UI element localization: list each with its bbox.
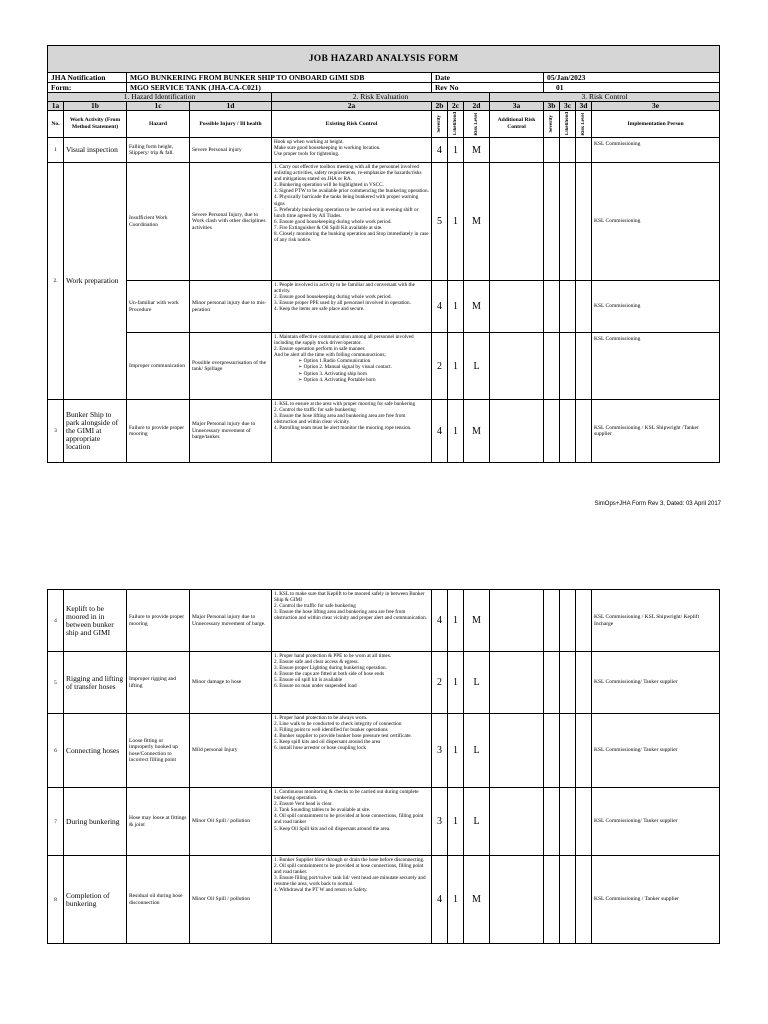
control-line: 2. Bunkering operation will be highlighted in VSCC. — [274, 182, 384, 189]
possible-injury: Major Personal injury due to Unnecessary movement of barge. — [190, 590, 272, 652]
severity-value: 2 — [432, 652, 448, 714]
possible-injury: Minor Oil Spill / pollution — [190, 788, 272, 856]
possible-injury: Minor damage to hose — [190, 652, 272, 714]
implementation-person: KSL Commissioning / Tanker supplier — [592, 856, 720, 944]
table-row — [48, 652, 720, 714]
work-activity: Bunker Ship to park alongside of the GIMI at appropriate location — [64, 400, 127, 463]
severity-2 — [544, 652, 560, 714]
row-number: 7 — [48, 788, 64, 856]
table-row — [48, 400, 720, 463]
col-header-risk-level-2: Risk Level — [576, 111, 592, 138]
hazard: Improper rigging and lifting — [127, 652, 190, 714]
table-row — [48, 333, 720, 400]
row-number: 4 — [48, 590, 64, 652]
hazard: Insufficient Work Coordination — [127, 163, 190, 281]
control-line: Make sure good housekeeping in working location. — [274, 145, 381, 152]
risk-level-value: L — [464, 652, 490, 714]
col-header-likelihood-2: Likelihood — [560, 111, 576, 138]
table-row — [48, 788, 720, 856]
control-line: 8. Closely monitoring the bunking operation and Stop immediately in case of any risk notice. — [274, 231, 429, 244]
risk-level-2 — [576, 281, 592, 333]
code-cell: 2b — [432, 102, 448, 111]
additional-risk-control — [490, 652, 544, 714]
rev-value: 01 — [544, 83, 720, 93]
bullet-arrow-icon: ➢ — [298, 370, 304, 377]
col-header-additional-control: Additional Risk Control — [490, 111, 544, 138]
likelihood-value: 1 — [448, 714, 464, 788]
control-line: 1. Carry out effective toolbox meeting with all the personnel involved enlisting activities, safety requirements, re-emphasize the hazards/risks and mitigations stated on JHA or RA. — [274, 164, 422, 183]
implementation-person: KSL Commissioning / KSL Shipwright/ Keplift Incharge — [592, 590, 720, 652]
work-activity: Completion of bunkering — [64, 856, 127, 944]
hazard: Failure to provide proper mooring — [127, 590, 190, 652]
existing-risk-control — [272, 856, 432, 944]
implementation-person: KSL Commissioning — [592, 281, 720, 333]
existing-risk-control — [272, 163, 432, 281]
control-line: 6. Ensure good housekeeping during whole work period. — [274, 218, 392, 225]
col-header-severity-2: Severity — [544, 111, 560, 138]
col-header-no: No. — [48, 111, 64, 138]
existing-risk-control — [272, 333, 432, 400]
possible-injury: Minor Oil Spill / pollution — [190, 856, 272, 944]
row-number: 3 — [48, 400, 64, 463]
jha-title-line2: MGO SERVICE TANK (JHA-CA-C021) — [127, 83, 432, 93]
col-header-hazard: Hazard — [127, 111, 190, 138]
existing-risk-control — [272, 788, 432, 856]
hazard: Improper communication — [127, 333, 190, 400]
likelihood-value: 1 — [448, 590, 464, 652]
control-line: 2. Oil spill containment to be provided at hose connections, filling point and road tanker. — [274, 863, 424, 876]
likelihood-value: 1 — [448, 400, 464, 463]
control-line: 1. Bunker Supplier blow through or drain the hose before disconnecting. — [274, 857, 425, 863]
control-line: 4. Keep the items are safe place and secure. — [274, 306, 365, 313]
bullet-text: Option 1.Radio Communication — [303, 358, 371, 365]
risk-level-value: M — [464, 590, 490, 652]
existing-risk-control — [272, 652, 432, 714]
possible-injury: Possible overpressurisation of the tank/ Spillage — [190, 333, 272, 400]
control-line: 5. Keep Oil Spill kits and oil dispersant around the area. — [274, 825, 391, 832]
likelihood-value: 1 — [448, 788, 464, 856]
risk-level-value: M — [464, 856, 490, 944]
control-line: 2. Ensure safe and clear access & egress. — [274, 659, 359, 666]
jha-form-page-2 — [47, 589, 719, 944]
risk-level-2 — [576, 652, 592, 714]
severity-value: 3 — [432, 714, 448, 788]
jha-form-page-1 — [47, 45, 719, 463]
row-number: 1 — [48, 138, 64, 163]
control-line: 1. Maintain effective communication among all personnel involved including the supply truck driver/operator. — [274, 334, 414, 347]
bullet-arrow-icon: ➢ — [298, 376, 304, 383]
code-cell: 1c — [127, 102, 190, 111]
form-title: JOB HAZARD ANALYSIS FORM — [48, 46, 720, 73]
code-cell: 3c — [560, 102, 576, 111]
control-line: 2. Ensure Vent head is clear. — [274, 801, 333, 808]
control-line: And be alert all the time with folling communuctions; — [274, 352, 386, 359]
code-cell: 3d — [576, 102, 592, 111]
severity-2 — [544, 590, 560, 652]
likelihood-value: 1 — [448, 281, 464, 333]
severity-value: 3 — [432, 788, 448, 856]
hazard: Falling form height, Slippery/ trip & fall. — [127, 138, 190, 163]
control-line: 1. KSL to make sure that Keplift to be moored safely in between Bunker Ship & GIMI — [274, 591, 425, 604]
additional-risk-control — [490, 714, 544, 788]
control-line: 2. Ensure good housekeeping during whole work period. — [274, 294, 392, 301]
risk-level-2 — [576, 590, 592, 652]
severity-value: 4 — [432, 138, 448, 163]
control-line: 4. Physically barricade the tanks being bunkered with proper warning signs — [274, 194, 419, 207]
hazard: Hose may loose at fittings & joint — [127, 788, 190, 856]
control-line: 4. Bunker supplier to provide bunker hose pressure test certificate. — [274, 733, 412, 740]
code-cell: 1b — [64, 102, 127, 111]
control-line: 1. People involved in activity to be familiar and conversant with the activity. — [274, 282, 415, 295]
control-line: 4. Withdrawal the PT W and return to Safety. — [274, 887, 368, 894]
severity-2 — [544, 333, 560, 400]
hazard: Un-familiar with work Procedure — [127, 281, 190, 333]
likelihood-2 — [560, 281, 576, 333]
possible-injury: Major Personal injury due to Unnecessary movement of barge/tanker. — [190, 400, 272, 463]
control-line: 6. Ensure no man under suspended load — [274, 683, 357, 690]
control-line: 3. Ensure filling port/valve/ tank lid/ vent head are minutate securely and resume the area, work back to normal. — [274, 875, 426, 888]
risk-level-value: L — [464, 333, 490, 400]
control-line: 1. Proper hand protection & PPE to be worn at all times. — [274, 653, 392, 659]
bullet-text: Option 4. Activating Portable horn — [303, 376, 376, 383]
possible-injury: Severe Personal injury — [190, 138, 272, 163]
likelihood-2 — [560, 856, 576, 944]
implementation-person: KSL Commissioning — [592, 163, 720, 281]
implementation-person: KSL Commissioning / KSL Shipwright /Tanker supplier — [592, 400, 720, 463]
row-number: 6 — [48, 714, 64, 788]
control-line: 2. Ensure operation perform in safe manner. — [274, 346, 366, 353]
severity-2 — [544, 281, 560, 333]
hazard: Residual oil during hose disconnection — [127, 856, 190, 944]
severity-value: 4 — [432, 281, 448, 333]
code-cell: 3a — [490, 102, 544, 111]
control-line: 4. Patrolling team must be alert monitor the mooring rope tension. — [274, 425, 412, 432]
implementation-person: KSL Commissioning/ Tanker supplier — [592, 714, 720, 788]
col-header-severity: Severity — [432, 111, 448, 138]
implementation-person: KSL Commissioning/ Tanker supplier — [592, 788, 720, 856]
existing-risk-control — [272, 138, 432, 163]
jha-notification-label: JHA Notification — [48, 73, 127, 83]
work-activity: Work preparation — [64, 163, 127, 400]
severity-value: 4 — [432, 400, 448, 463]
possible-injury: Mild personal Injury — [190, 714, 272, 788]
risk-level-2 — [576, 138, 592, 163]
additional-risk-control — [490, 590, 544, 652]
control-line: 1. KSL to ensure at the area with proper mooring for safe bunkering — [274, 401, 416, 407]
control-line: 3. Signed PTW to be available prior commencing the bunkering operation. — [274, 188, 429, 195]
rev-label: Rev No — [432, 83, 544, 93]
hazard: Failure to provide proper mooring — [127, 400, 190, 463]
row-number: 5 — [48, 652, 64, 714]
control-line: Hook up when working at height. — [274, 139, 344, 145]
section-risk-control: 3. Risk Control — [490, 93, 720, 102]
code-cell: 2a — [272, 102, 432, 111]
code-cell: 2d — [464, 102, 490, 111]
control-line: 2. Control the traffic for safe bunkering — [274, 603, 356, 610]
table-row — [48, 281, 720, 333]
risk-level-value: M — [464, 163, 490, 281]
likelihood-value: 1 — [448, 333, 464, 400]
table-row — [48, 163, 720, 281]
control-line: 7. Fire Extinguisher & Oil Spill Kit available at site. — [274, 224, 383, 231]
control-line: 5. Ensure oil spill kit is available — [274, 677, 343, 684]
likelihood-2 — [560, 788, 576, 856]
severity-value: 4 — [432, 590, 448, 652]
control-line: 5. Preferably bunkering operation to be carried out in evening shift or lunch time agreed by All Trades. — [274, 206, 419, 219]
jha-table-continued — [47, 589, 720, 944]
code-cell: 1a — [48, 102, 64, 111]
control-line: 3. Tank Sounding tables to be available at site. — [274, 807, 371, 814]
control-line: 4. Oil spill containment to be provided at hose connections, filling point and road tanker — [274, 813, 424, 826]
col-header-likelihood: Likelihood — [448, 111, 464, 138]
bullet-arrow-icon: ➢ — [298, 364, 304, 371]
likelihood-2 — [560, 714, 576, 788]
table-row — [48, 138, 720, 163]
work-activity: Rigging and lifting of transfer hoses — [64, 652, 127, 714]
severity-value: 4 — [432, 856, 448, 944]
col-header-existing-control: Existing Risk Control — [272, 111, 432, 138]
likelihood-2 — [560, 590, 576, 652]
additional-risk-control — [490, 856, 544, 944]
existing-risk-control — [272, 281, 432, 333]
implementation-person: KSL Commissioning — [592, 333, 720, 400]
code-cell: 2c — [448, 102, 464, 111]
risk-level-value: M — [464, 281, 490, 333]
severity-2 — [544, 714, 560, 788]
additional-risk-control — [490, 281, 544, 333]
risk-level-value: M — [464, 138, 490, 163]
bullet-arrow-icon: ➢ — [298, 358, 304, 365]
bullet-text: Option 2. Manual signal by visual contact. — [303, 364, 392, 371]
date-value: 05/Jan/2023 — [544, 73, 720, 83]
control-line: 4. Ensure the caps are fitted at both side of hose ends — [274, 671, 385, 678]
implementation-person: KSL Commissioning/ Tanker supplier — [592, 652, 720, 714]
control-line: 5. Keep spill kits and oil dispersant around the area — [274, 739, 381, 746]
code-cell: 3e — [592, 102, 720, 111]
control-line: 3. Filling point to well identified for bunker operations — [274, 727, 388, 734]
likelihood-value: 1 — [448, 163, 464, 281]
risk-level-2 — [576, 163, 592, 281]
severity-2 — [544, 856, 560, 944]
code-cell: 1d — [190, 102, 272, 111]
work-activity: Visual inspection — [64, 138, 127, 163]
col-header-injury: Possible Injury / Ill health — [190, 111, 272, 138]
likelihood-2 — [560, 333, 576, 400]
likelihood-value: 1 — [448, 652, 464, 714]
work-activity: During bunkering — [64, 788, 127, 856]
table-row — [48, 590, 720, 652]
code-cell: 3b — [544, 102, 560, 111]
control-bullet — [274, 377, 429, 383]
implementation-person: KSL Commissioning — [592, 138, 720, 163]
likelihood-2 — [560, 163, 576, 281]
bullet-text: Option 3. Activating ship horn — [303, 370, 367, 377]
control-line: 1. Continuous monitoring & checks to be carried out during complete bunkering operation. — [274, 789, 419, 802]
risk-level-2 — [576, 333, 592, 400]
likelihood-2 — [560, 652, 576, 714]
section-risk-evaluation: 2. Risk Evaluation — [272, 93, 490, 102]
existing-risk-control — [272, 714, 432, 788]
severity-2 — [544, 788, 560, 856]
form-footer: SimOps+JHA Form Rev 3, Dated: 03 April 2017 — [594, 501, 721, 507]
form-label: Form: — [48, 83, 127, 93]
row-number: 8 — [48, 856, 64, 944]
row-number: 2. — [48, 163, 64, 400]
additional-risk-control — [490, 788, 544, 856]
likelihood-2 — [560, 400, 576, 463]
existing-risk-control — [272, 590, 432, 652]
risk-level-value: M — [464, 400, 490, 463]
likelihood-value: 1 — [448, 138, 464, 163]
possible-injury: Severe Personal Injury, due to Work clash with other disciplines activities — [190, 163, 272, 281]
section-hazard-identification: 1. Hazard Identification — [48, 93, 272, 102]
table-row — [48, 714, 720, 788]
date-label: Date — [432, 73, 544, 83]
risk-level-2 — [576, 788, 592, 856]
control-line: 3. Ensure the hose lifting area and bunkering area are free from obstruction and within clear vicinity. — [274, 413, 406, 426]
control-line: 1. Proper hand protection to be always worn. — [274, 715, 368, 721]
work-activity: Connecting hoses — [64, 714, 127, 788]
jha-title-line1: MGO BUNKERING FROM BUNKER SHIP TO ONBOARD GIMI SDB — [127, 73, 432, 83]
risk-level-value: L — [464, 788, 490, 856]
severity-2 — [544, 138, 560, 163]
jha-header-table — [47, 45, 720, 463]
col-header-activity: Work Activity (From Method Statement) — [64, 111, 127, 138]
risk-level-2 — [576, 400, 592, 463]
work-activity: Keplift to be moored in in between bunker ship and GIMI — [64, 590, 127, 652]
additional-risk-control — [490, 163, 544, 281]
control-line: 2. Line walk to be conducted to check integrity of connection — [274, 721, 402, 728]
severity-value: 2 — [432, 333, 448, 400]
possible-injury: Minor personal injury due to mis-peration — [190, 281, 272, 333]
likelihood-2 — [560, 138, 576, 163]
control-line: 3. Ensure proper Lighting during bunkering operation. — [274, 665, 387, 672]
control-line: 2. Control the traffic for safe bunkering — [274, 407, 356, 414]
control-line: 6. install hose arrestor or hose coupling lock — [274, 745, 366, 752]
control-line: Use proper tools for tightening. — [274, 151, 340, 158]
severity-2 — [544, 400, 560, 463]
risk-level-2 — [576, 856, 592, 944]
risk-level-value: L — [464, 714, 490, 788]
severity-2 — [544, 163, 560, 281]
hazard: Loose fitting or improperly hooked up hose/Connection to incorrect filling point — [127, 714, 190, 788]
control-line: 3. Ensure the hose lifting area and bunkering area are free from obstruction and within clear vicinity and proper alert and communication. — [274, 609, 427, 622]
control-line: 3. Ensure proper PPE used by all personnel involved in operation. — [274, 300, 411, 307]
risk-level-2 — [576, 714, 592, 788]
likelihood-value: 1 — [448, 856, 464, 944]
col-header-implementation-person: Implementation Person — [592, 111, 720, 138]
additional-risk-control — [490, 333, 544, 400]
table-row — [48, 856, 720, 944]
existing-risk-control — [272, 400, 432, 463]
severity-value: 5 — [432, 163, 448, 281]
additional-risk-control — [490, 400, 544, 463]
col-header-risk-level: Risk Level — [464, 111, 490, 138]
additional-risk-control — [490, 138, 544, 163]
